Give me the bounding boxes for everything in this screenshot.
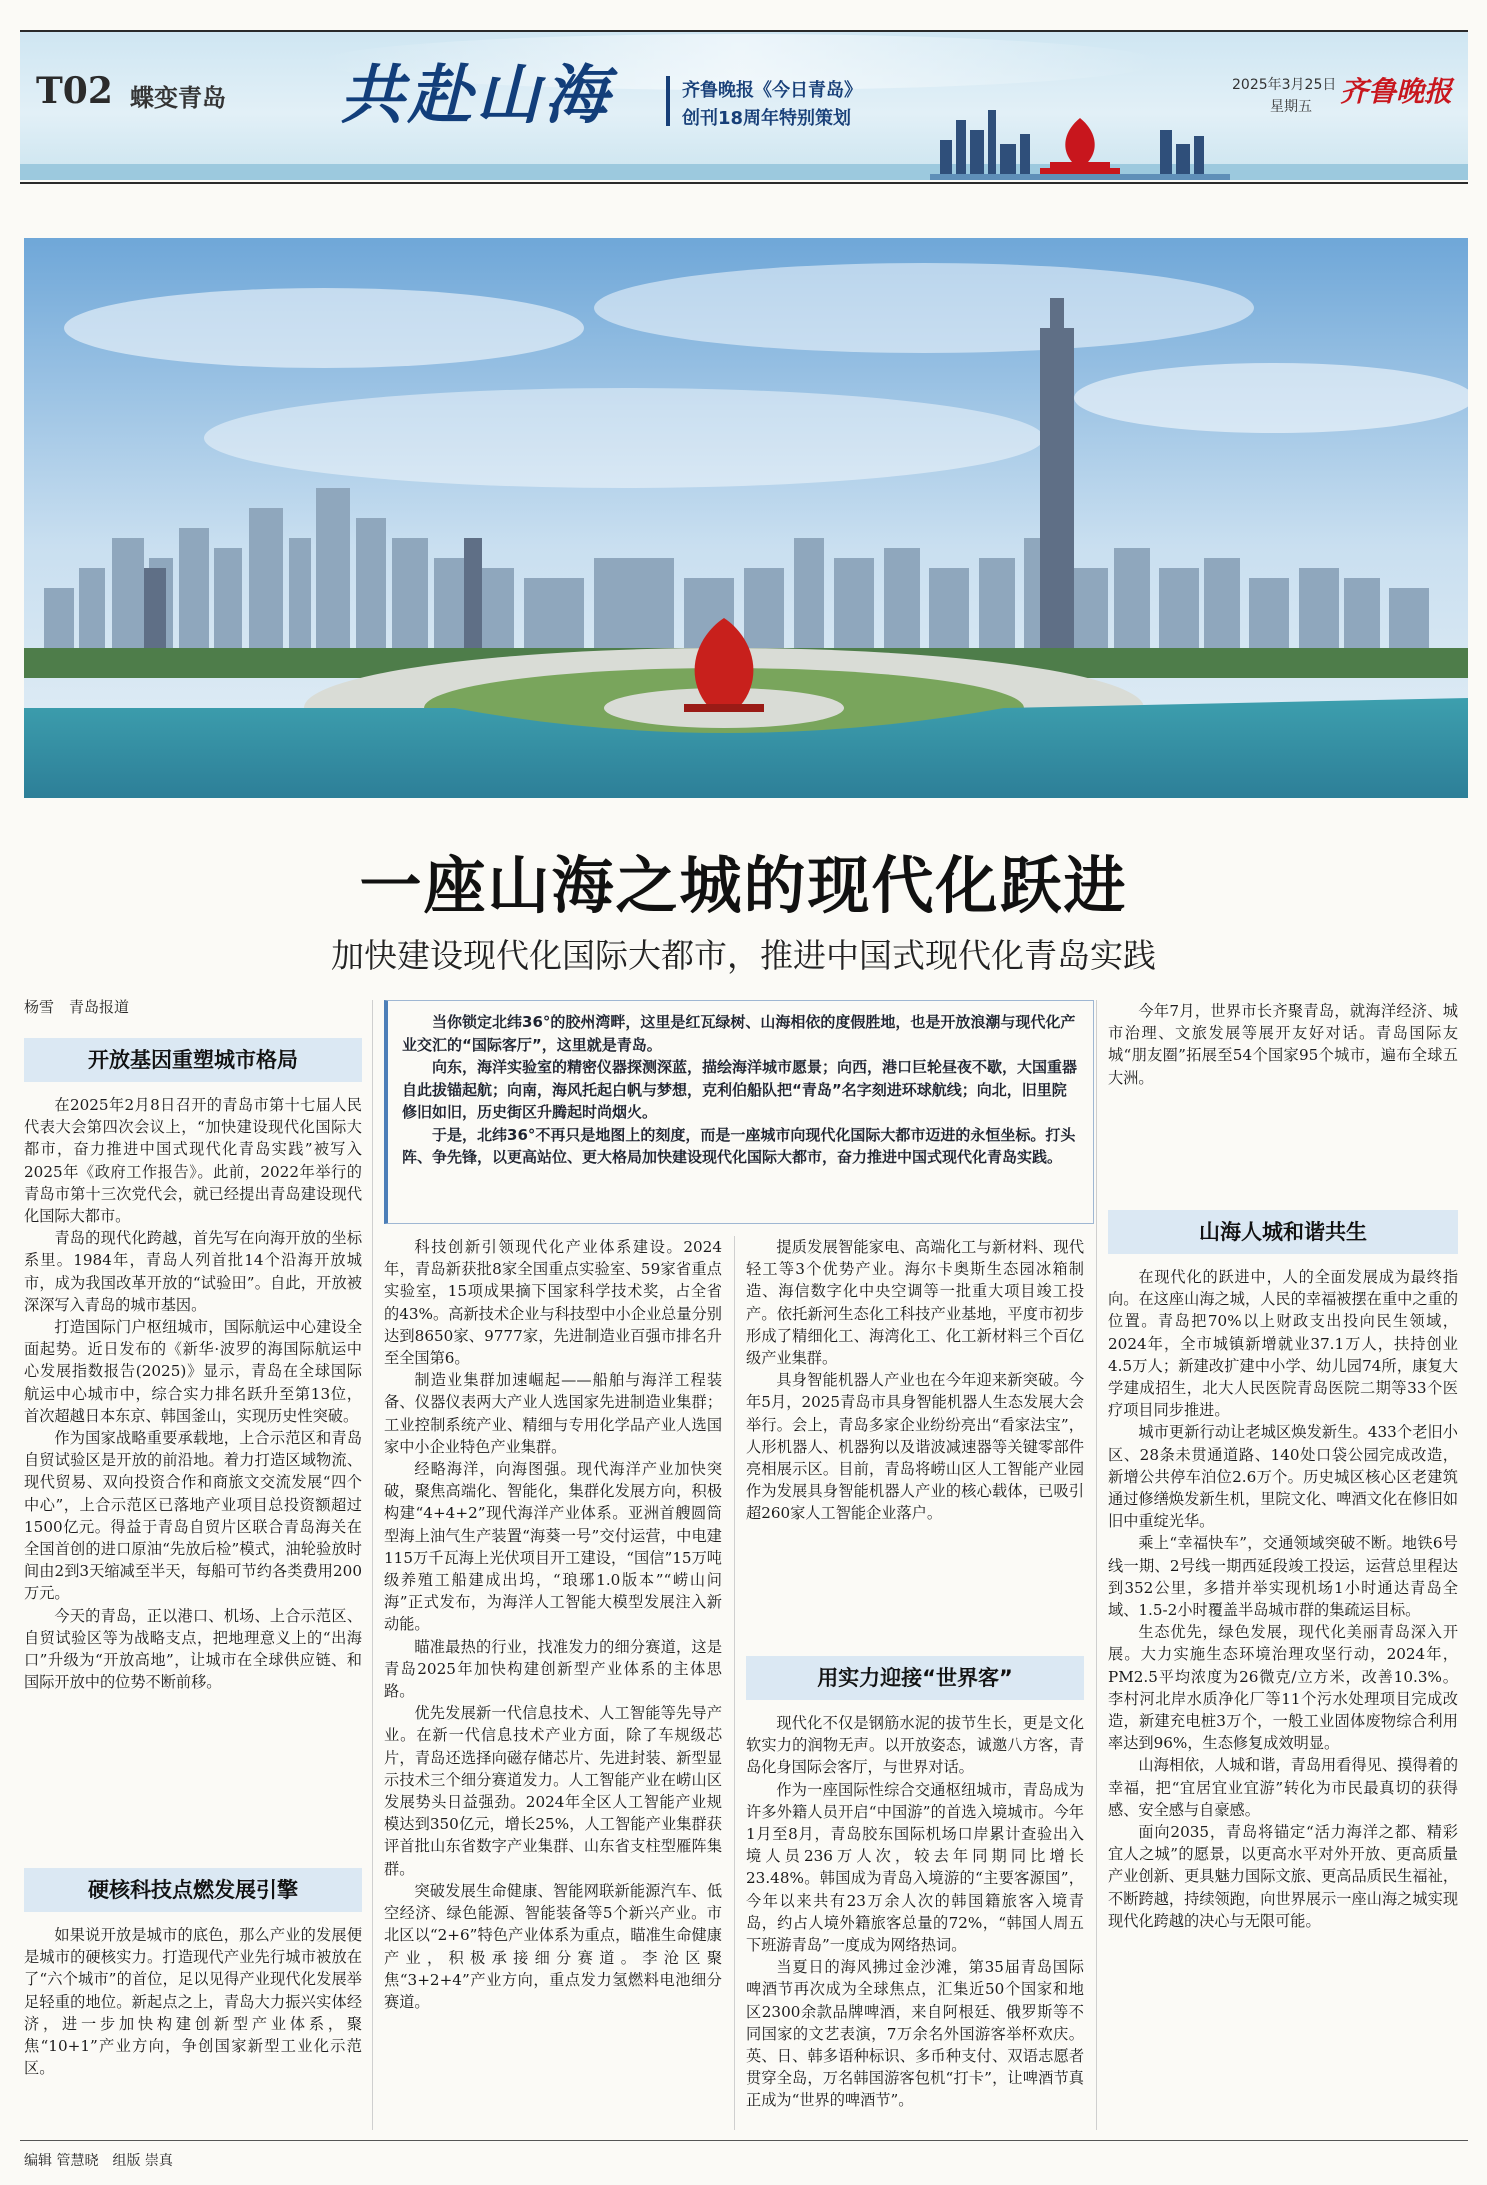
masthead-subtitle-2: 创刊18周年特别策划: [682, 108, 852, 129]
quote-paragraph: 向东，海洋实验室的精密仪器探测深蓝，描绘海洋城市愿景；向西，港口巨轮昼夜不歇，大国重器自此拔锚起航；向南，海风托起白帆与梦想，克利伯船队把“青岛”名字刻进环球航线；向北，旧里院修旧如旧，历史街区升腾起时尚烟火。: [402, 1058, 1078, 1121]
column-3-text: [746, 1236, 1084, 1650]
section-name: 蝶变青岛: [130, 84, 226, 112]
body-paragraph: 面向2035，青岛将锚定“活力海洋之都、精彩宜人之城”的愿景，以更高水平对外开放、更高质量产业创新、更具魅力国际文旅、更高品质民生福祉，不断跨越，持续领跑，向世界展示一座山海之城实现现代化跨越的决心与无限可能。: [1108, 1823, 1458, 1930]
footer-rule: [20, 2140, 1468, 2141]
issue-weekday: 星期五: [1270, 99, 1312, 115]
column-1-bottom-text: [24, 1924, 362, 2130]
body-paragraph: 提质发展智能家电、高端化工与新材料、现代轻工等3个优势产业。海尔卡奥斯生态园冰箱制造、海信数字化中央空调等一批重大项目竣工投产。依托新河生态化工科技产业基地，平度市初步形成了精细化工、海湾化工、化工新材料三个百亿级产业集群。: [746, 1238, 1084, 1368]
column-3-bottom-text: [746, 1712, 1084, 2130]
hero-photo: [24, 238, 1468, 798]
body-paragraph: 乘上“幸福快车”，交通领域突破不断。地铁6号线一期、2号线一期西延段竣工投运，运营总里程达到352公里，多措并举实现机场1小时通达青岛全域、1.5-2小时覆盖半岛城市群的集疏运目标。: [1108, 1534, 1458, 1620]
body-paragraph: 如果说开放是城市的底色，那么产业的发展便是城市的硬核实力。打造现代产业先行城市被放在了“六个城市”的首位，足以见得产业现代化发展举足轻重的地位。新起点之上，青岛大力振兴实体经济，进一步加快构建创新型产业体系，聚焦“10+1”产业方向，争创国家新型工业化示范区。: [24, 1926, 362, 2078]
subtitle-bar: [666, 76, 670, 126]
section-heading: 用实力迎接“世界客”: [746, 1656, 1084, 1700]
body-paragraph: 生态优先，绿色发展，现代化美丽青岛深入开展。大力实施生态环境治理攻坚行动，2024年，PM2.5平均浓度为26微克/立方米，改善10.3%。李村河北岸水质净化厂等11个污水处理项目完成改造，新建充电桩3万个，一般工业固体废物综合利用率达到96%，生态修复成效明显。: [1108, 1623, 1458, 1753]
body-paragraph: 现代化不仅是钢筋水泥的拔节生长，更是文化软实力的润物无声。以开放姿态，诚邀八方客，青岛化身国际会客厅，与世界对话。: [746, 1714, 1084, 1777]
article-title: 一座山海之城的现代化跃进: [359, 849, 1128, 922]
quote-paragraph: 于是，北纬36°不再只是地图上的刻度，而是一座城市向现代化国际大都市迈进的永恒坐标。打头阵、争先锋，以更高站位、更大格局加快建设现代化国际大都市，奋力推进中国式现代化青岛实践。: [402, 1125, 1076, 1166]
column-2-text: [384, 1236, 722, 2130]
body-paragraph: 山海相依，人城和谐，青岛用看得见、摸得着的幸福，把“宜居宜业宜游”转化为市民最真切的获得感、安全感与自豪感。: [1108, 1756, 1458, 1819]
masthead-bottom-rule: [20, 182, 1468, 184]
body-paragraph: 城市更新行动让老城区焕发新生。433个老旧小区、28条未贯通道路、140处口袋公园完成改造，新增公共停车泊位2.6万个。历史城区核心区老建筑通过修缮焕发新生机，里院文化、啤酒文化在修旧如旧中重绽光华。: [1108, 1423, 1458, 1531]
calligraphy-title: 共赴山海: [340, 58, 612, 133]
body-paragraph: 科技创新引领现代化产业体系建设。2024年，青岛新获批8家全国重点实验室、59家省重点实验室，15项成果摘下国家科学技术奖，占全省的43%。高新技术企业与科技型中小企业总量分别达到8650家、9777家，先进制造业百强市排名升至全国第6。: [384, 1238, 722, 1368]
body-paragraph: 瞄准最热的行业，找准发力的细分赛道，这是青岛2025年加快构建创新型产业体系的主体思路。: [384, 1637, 722, 1701]
body-paragraph: 突破发展生命健康、智能网联新能源汽车、低空经济、绿色能源、智能装备等5个新兴产业。市北区以“2+6”特色产业体系为重点，瞄准生命健康产业，积极承接细分赛道。李沧区聚焦“3+2+4”产业方向，重点发力氢燃料电池细分赛道。: [384, 1881, 722, 2011]
body-paragraph: 在现代化的跃进中，人的全面发展成为最终指向。在这座山海之城，人民的幸福被摆在重中之重的位置。青岛把70%以上财政支出投向民生领域，2024年，全市城镇新增就业37.1万人，扶持创业4.5万人；新建改扩建中小学、幼儿园74所，康复大学建成招生，北大人民医院青岛医院二期等33个医疗项目同步推进。: [1108, 1268, 1458, 1420]
article-subtitle: 加快建设现代化国际大都市，推进中国式现代化青岛实践: [331, 936, 1156, 975]
column-4-text: [1108, 1266, 1458, 2130]
body-paragraph: 作为一座国际性综合交通枢纽城市，青岛成为许多外籍人员开启“中国游”的首选入境城市。今年1月至8月，青岛胶东国际机场口岸累计查验出入境人员236万人次，较去年同期同比增长23.48%。韩国成为青岛入境游的“主要客源国”，今年以来共有23万余人次的韩国籍旅客入境青岛，约占人境外籍旅客总量的72%，“韩国人周五下班游青岛”一度成为网络热词。: [746, 1780, 1084, 1955]
column-divider: [734, 1236, 735, 2130]
column-4-top-text: [1108, 1000, 1458, 1204]
body-paragraph: 优先发展新一代信息技术、人工智能等先导产业。在新一代信息技术产业方面，除了车规级芯片，青岛还选择向磁存储芯片、先进封装、新型显示技术三个细分赛道发力。人工智能产业在崂山区发展势头日益强劲。2024年全区人工智能产业规模达到350亿元，增长25%，人工智能产业集群获评首批山东省数字产业集群、山东省支柱型雁阵集群。: [384, 1704, 722, 1878]
quote-paragraph: 当你锁定北纬36°的胶州湾畔，这里是红瓦绿树、山海相依的度假胜地，也是开放浪潮与现代化产业交汇的“国际客厅”，这里就是青岛。: [402, 1013, 1076, 1054]
issue-date: 2025年3月25日: [1232, 77, 1337, 93]
body-paragraph: 经略海洋，向海图强。现代海洋产业加快突破，聚焦高端化、智能化，集群化发展方向，积极构建“4+4+2”现代海洋产业体系。亚洲首艘圆筒型海上油气生产装置“海葵一号”交付运营，中电建115万千瓦海上光伏项目开工建设，“国信”15万吨级养殖工船建成出坞，“琅琊1.0版本”“崂山问海”正式发布，为海洋人工智能大模型发展注入新动能。: [384, 1460, 722, 1634]
column-divider: [372, 1000, 373, 2130]
skyline-illustration: [930, 100, 1230, 180]
byline: 杨雪 青岛报道: [24, 998, 130, 1016]
editor-credits: 编辑 管慧晓 组版 崇真: [24, 2153, 173, 2169]
newspaper-logo: 齐鲁晚报: [1340, 75, 1453, 108]
qingdao-waterfront-photo: [24, 238, 1468, 798]
body-paragraph: 具身智能机器人产业也在今年迎来新突破。今年5月，2025青岛市具身智能机器人生态发展大会举行。会上，青岛多家企业纷纷亮出“看家法宝”，人形机器人、机器狗以及谐波减速器等关键零部件亮相展示区。目前，青岛将崂山区人工智能产业园作为发展具身智能机器人产业的核心载体，已吸引超260家人工智能企业落户。: [746, 1371, 1084, 1523]
body-paragraph: 打造国际门户枢纽城市，国际航运中心建设全面起势。近日发布的《新华·波罗的海国际航运中心发展指数报告(2025)》显示，青岛在全球国际航运中心城市中，综合实力排名跃升至第13位，首次超越日本东京、韩国釜山，实现历史性突破。: [24, 1318, 362, 1425]
body-paragraph: 在2025年2月8日召开的青岛市第十七届人民代表大会第四次会议上，“加快建设现代化国际大都市，奋力推进中国式现代化青岛实践”被写入2025年《政府工作报告》。此前，2022年举行的青岛市第十三次党代会，就已经提出青岛建设现代化国际大都市。: [24, 1096, 362, 1226]
body-paragraph: 青岛的现代化跨越，首先写在向海开放的坐标系里。1984年，青岛人列首批14个沿海开放城市，成为我国改革开放的“试验田”。自此，开放被深深写入青岛的城市基因。: [24, 1229, 362, 1314]
lead-quote-box: [384, 1000, 1094, 1224]
section-heading: 硬核科技点燃发展引擎: [24, 1868, 362, 1912]
page-number: T02: [36, 70, 113, 112]
column-1-text: [24, 1094, 362, 1864]
body-paragraph: 当夏日的海风拂过金沙滩，第35届青岛国际啤酒节再次成为全球焦点，汇集近50个国家和地区2300余款品牌啤酒，来自阿根廷、俄罗斯等不同国家的文艺表演，7万余名外国游客举杯欢庆。英、日、韩多语种标识、多币种支付、双语志愿者贯穿全岛，万名韩国游客包机“打卡”，让啤酒节真正成为“世界的啤酒节”。: [746, 1958, 1084, 2110]
body-paragraph: 制造业集群加速崛起——船舶与海洋工程装备、仪器仪表两大产业人选国家先进制造业集群；工业控制系统产业、精细与专用化学品产业人选国家中小企业特色产业集群。: [384, 1371, 722, 1456]
body-paragraph: 今年7月，世界市长齐聚青岛，就海洋经济、城市治理、文旅发展等展开友好对话。青岛国际友城“朋友圈”拓展至54个国家95个城市，遍布全球五大洲。: [1108, 1002, 1458, 1087]
masthead-subtitle-1: 齐鲁晚报《今日青岛》: [682, 80, 862, 101]
body-paragraph: 作为国家战略重要承载地，上合示范区和青岛自贸试验区是开放的前沿地。着力打造区域物流、现代贸易、双向投资合作和商旅文交流发展“四个中心”，上合示范区已落地产业项目总投资额超过1500亿元。得益于青岛自贸片区联合青岛海关在全国首创的进口原油“先放后检”模式，油轮验放时间由2到3天缩减至半天，每船可节约各类费用200万元。: [24, 1429, 362, 1603]
section-heading: 山海人城和谐共生: [1108, 1210, 1458, 1254]
section-heading: 开放基因重塑城市格局: [24, 1038, 362, 1082]
column-divider: [1096, 1000, 1097, 2130]
body-paragraph: 今天的青岛，正以港口、机场、上合示范区、自贸试验区等为战略支点，把地理意义上的“出海口”升级为“开放高地”，让城市在全球供应链、和国际开放中的位势不断前移。: [24, 1606, 362, 1692]
